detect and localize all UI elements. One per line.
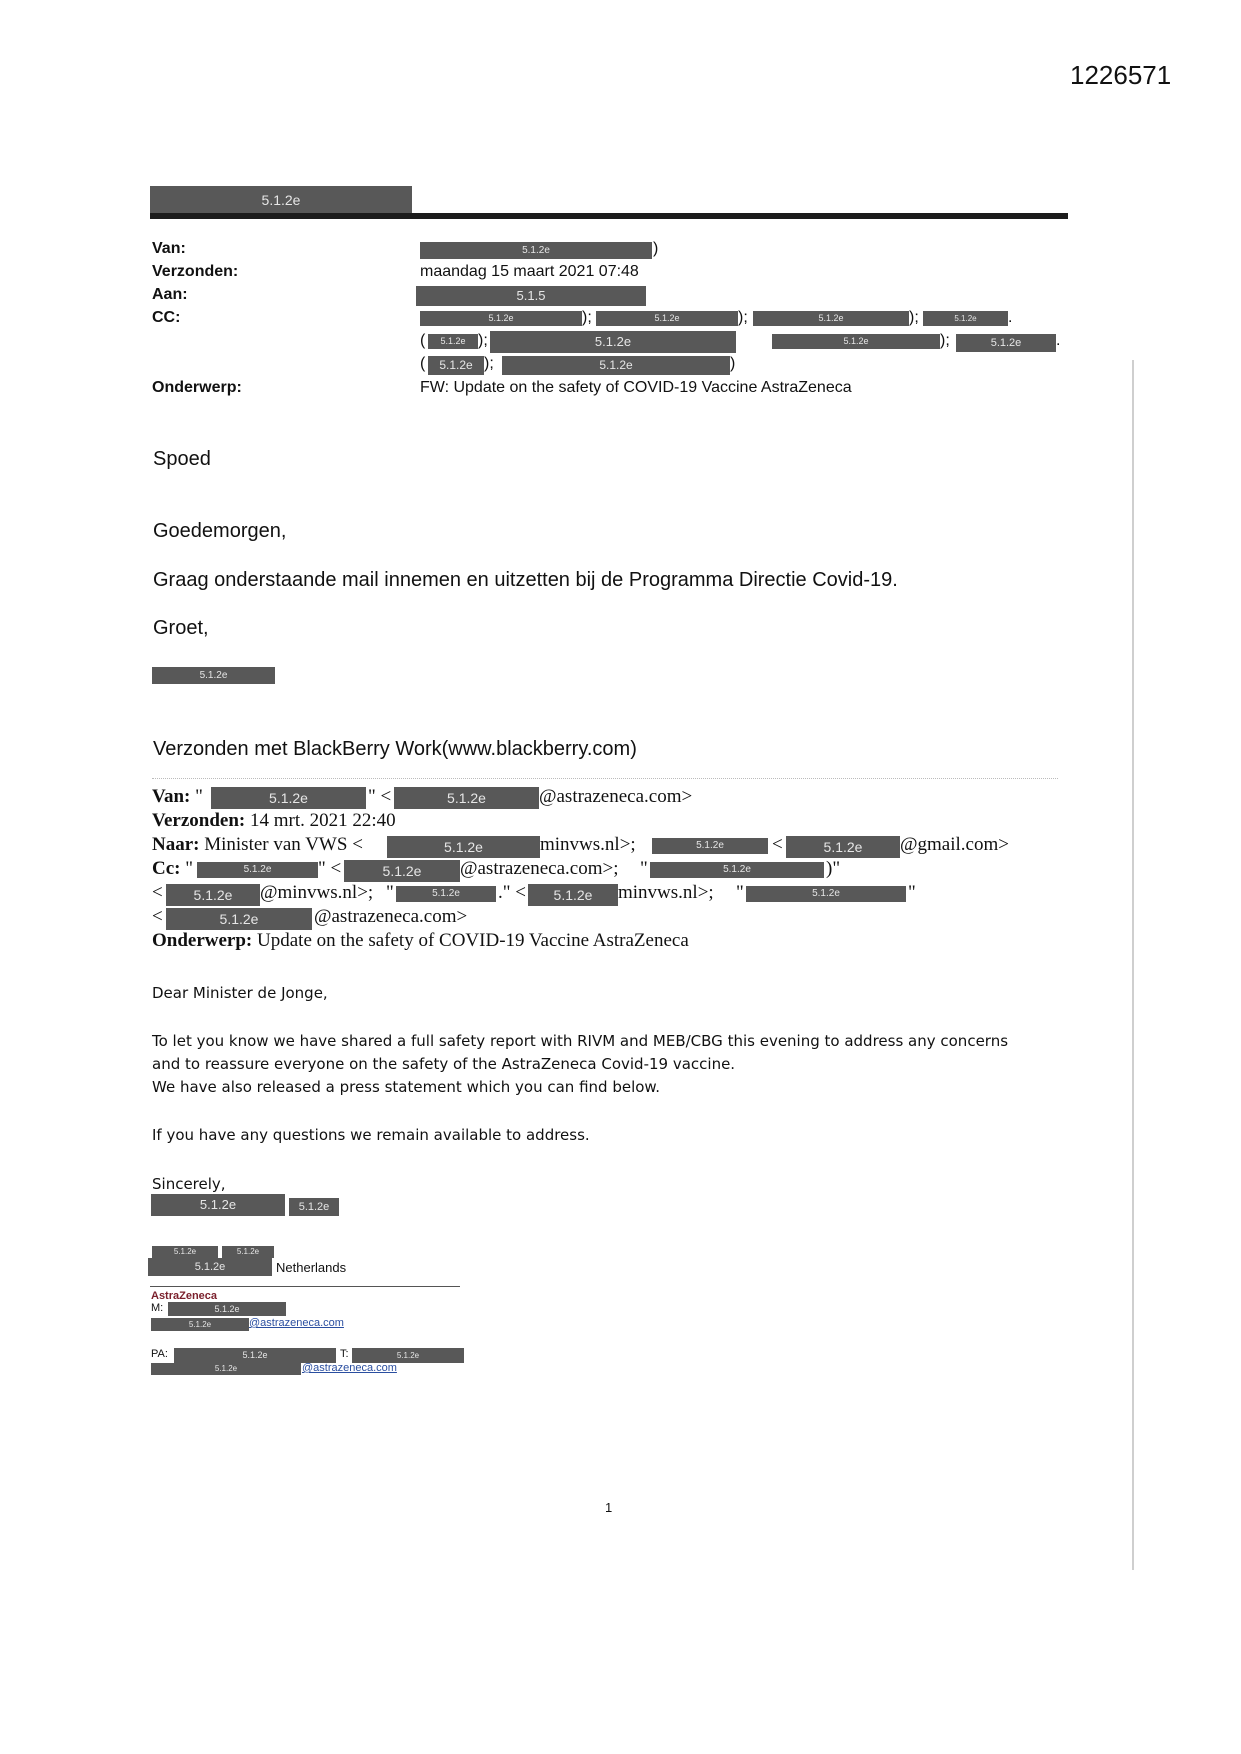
cc-separator: );: [484, 355, 494, 372]
redacted-cc-2: 5.1.2e: [596, 311, 738, 326]
fw-separator: <: [772, 834, 783, 855]
fw-subject-line: Onderwerp: Update on the safety of COVID-19 Vaccine AstraZeneca: [152, 930, 689, 951]
document-number: 1226571: [1070, 60, 1172, 90]
redacted-signature: 5.1.2e: [152, 667, 275, 684]
redacted-fw-to-email: 5.1.2e: [387, 836, 540, 858]
fw-to-line: Naar: Minister van VWS <: [152, 834, 363, 855]
sig-divider: [150, 1286, 460, 1287]
fw-to-gmail: @gmail.com>: [900, 834, 1009, 855]
cc-separator: );: [909, 309, 919, 326]
redacted-cc-7: 5.1.2e: [772, 334, 940, 349]
from-label: Van:: [152, 240, 186, 257]
fw-separator: ": [736, 882, 744, 903]
fw-separator: ": [908, 882, 916, 903]
fw-separator: ": [386, 882, 394, 903]
redacted-cc-5: 5.1.2e: [428, 334, 478, 349]
redacted-sig-title-2: 5.1.2e: [222, 1246, 274, 1258]
scan-edge: [1132, 360, 1134, 1570]
sent-value: maandag 15 maart 2021 07:48: [420, 263, 639, 280]
redacted-sender-name: 5.1.2e: [150, 186, 412, 214]
redacted-cc-9: 5.1.2e: [428, 356, 484, 375]
priority-text: Spoed: [153, 448, 211, 470]
fw-para1-line3: We have also released a press statement which you can find below.: [152, 1078, 661, 1096]
to-label: Aan:: [152, 286, 188, 303]
redacted-sig-name: 5.1.2e: [151, 1194, 285, 1216]
sig-pa-email-link[interactable]: @astrazeneca.com: [302, 1362, 397, 1374]
fw-closing: Sincerely,: [152, 1175, 226, 1193]
cc-separator: );: [940, 332, 950, 349]
subject-label: Onderwerp:: [152, 379, 242, 396]
fw-separator: " <: [318, 858, 342, 879]
fw-separator: <: [152, 906, 163, 927]
redacted-fw-to-2: 5.1.2e: [652, 838, 768, 854]
fw-subject-value: Update on the safety of COVID-19 Vaccine AstraZeneca: [257, 930, 689, 951]
redacted-cc-3: 5.1.2e: [753, 311, 909, 326]
cc-separator: ): [730, 355, 736, 372]
fw-para1-line2: and to reassure everyone on the safety of the AstraZeneca Covid-19 vaccine.: [152, 1055, 736, 1073]
redacted-sig-name-2: 5.1.2e: [289, 1198, 339, 1216]
sig-pa-label: PA:: [151, 1348, 168, 1360]
redacted-from: 5.1.2e: [420, 242, 652, 259]
sig-tel-label: T:: [340, 1348, 349, 1360]
sig-country: Netherlands: [276, 1260, 347, 1275]
sent-label: Verzonden:: [152, 263, 239, 280]
forward-divider: [152, 778, 1058, 779]
sig-company: AstraZeneca: [151, 1290, 218, 1302]
fw-separator: ": [640, 858, 648, 879]
fw-from-domain: @astrazeneca.com>: [539, 786, 693, 807]
cc-separator: );: [582, 309, 592, 326]
redacted-cc-8: 5.1.2e: [956, 334, 1056, 352]
fw-separator: )": [826, 858, 841, 879]
cc-separator: .: [1008, 309, 1013, 326]
fw-separator: " <: [368, 786, 392, 807]
redacted-cc-4: 5.1.2e: [923, 311, 1008, 326]
redacted-sig-mobile: 5.1.2e: [168, 1302, 286, 1316]
redacted-sig-tel: 5.1.2e: [352, 1348, 464, 1363]
fw-cc-domain-3: minvws.nl>;: [618, 882, 714, 903]
redacted-fw-cc-2: 5.1.2e: [344, 860, 460, 882]
redacted-fw-cc-1: 5.1.2e: [197, 862, 318, 878]
redacted-fw-cc-7: 5.1.2e: [746, 886, 906, 902]
redacted-sig-email: 5.1.2e: [151, 1318, 249, 1331]
fw-cc-domain-4: @astrazeneca.com>: [314, 906, 468, 927]
message-text: Graag onderstaande mail innemen en uitzetten bij de Programma Directie Covid-19.: [153, 569, 898, 591]
header-divider: [150, 213, 1068, 219]
redacted-sig-title-1: 5.1.2e: [152, 1246, 218, 1258]
redacted-fw-cc-8: 5.1.2e: [166, 908, 312, 930]
fw-sent-value: 14 mrt. 2021 22:40: [250, 810, 396, 831]
redacted-cc-10: 5.1.2e: [502, 356, 730, 375]
sig-email-link[interactable]: @astrazeneca.com: [249, 1317, 344, 1329]
fw-to-domain: minvws.nl>;: [540, 834, 636, 855]
fw-para2: If you have any questions we remain available to address.: [152, 1126, 590, 1144]
redacted-to: 5.1.5: [416, 286, 646, 306]
cc-separator: (: [420, 332, 426, 349]
fw-cc-domain-2: @minvws.nl>;: [260, 882, 374, 903]
fw-separator: <: [152, 882, 163, 903]
redacted-fw-cc-5: 5.1.2e: [396, 886, 496, 902]
fw-sent-line: Verzonden: 14 mrt. 2021 22:40: [152, 810, 396, 831]
redacted-fw-from-email: 5.1.2e: [394, 787, 539, 809]
cc-separator: );: [478, 332, 488, 349]
cc-separator: (: [420, 355, 426, 372]
fw-separator: ." <: [498, 882, 526, 903]
fw-from-label: Van: ": [152, 786, 203, 807]
page-number: 1: [605, 1500, 613, 1515]
fw-para1-line1: To let you know we have shared a full safety report with RIVM and MEB/CBG this evening to address any concerns: [152, 1032, 1009, 1050]
redacted-fw-cc-4: 5.1.2e: [166, 884, 260, 906]
redacted-cc-1: 5.1.2e: [420, 311, 582, 326]
sig-mobile-label: M:: [151, 1302, 164, 1314]
redacted-fw-to-3: 5.1.2e: [786, 836, 900, 858]
device-footer: Verzonden met BlackBerry Work(www.blackberry.com): [153, 738, 637, 760]
redacted-fw-cc-3: 5.1.2e: [650, 862, 824, 878]
fw-cc-label: Cc: ": [152, 858, 193, 879]
greeting-text: Goedemorgen,: [153, 520, 287, 542]
cc-label: CC:: [152, 309, 181, 326]
redacted-fw-from-name: 5.1.2e: [211, 787, 366, 809]
redacted-cc-6: 5.1.2e: [490, 331, 736, 353]
fw-cc-domain-1: @astrazeneca.com>;: [460, 858, 619, 879]
cc-separator: .: [1056, 332, 1061, 349]
redacted-sig-pa: 5.1.2e: [174, 1348, 336, 1363]
subject-value: FW: Update on the safety of COVID-19 Vaccine AstraZeneca: [420, 379, 852, 396]
closing-text: Groet,: [153, 617, 209, 639]
from-close-paren: ): [653, 240, 659, 257]
redacted-fw-cc-6: 5.1.2e: [528, 884, 618, 906]
redacted-sig-pa-email: 5.1.2e: [151, 1363, 301, 1375]
redacted-sig-dept: 5.1.2e: [148, 1258, 272, 1276]
cc-separator: );: [738, 309, 748, 326]
fw-salutation: Dear Minister de Jonge,: [152, 984, 328, 1002]
